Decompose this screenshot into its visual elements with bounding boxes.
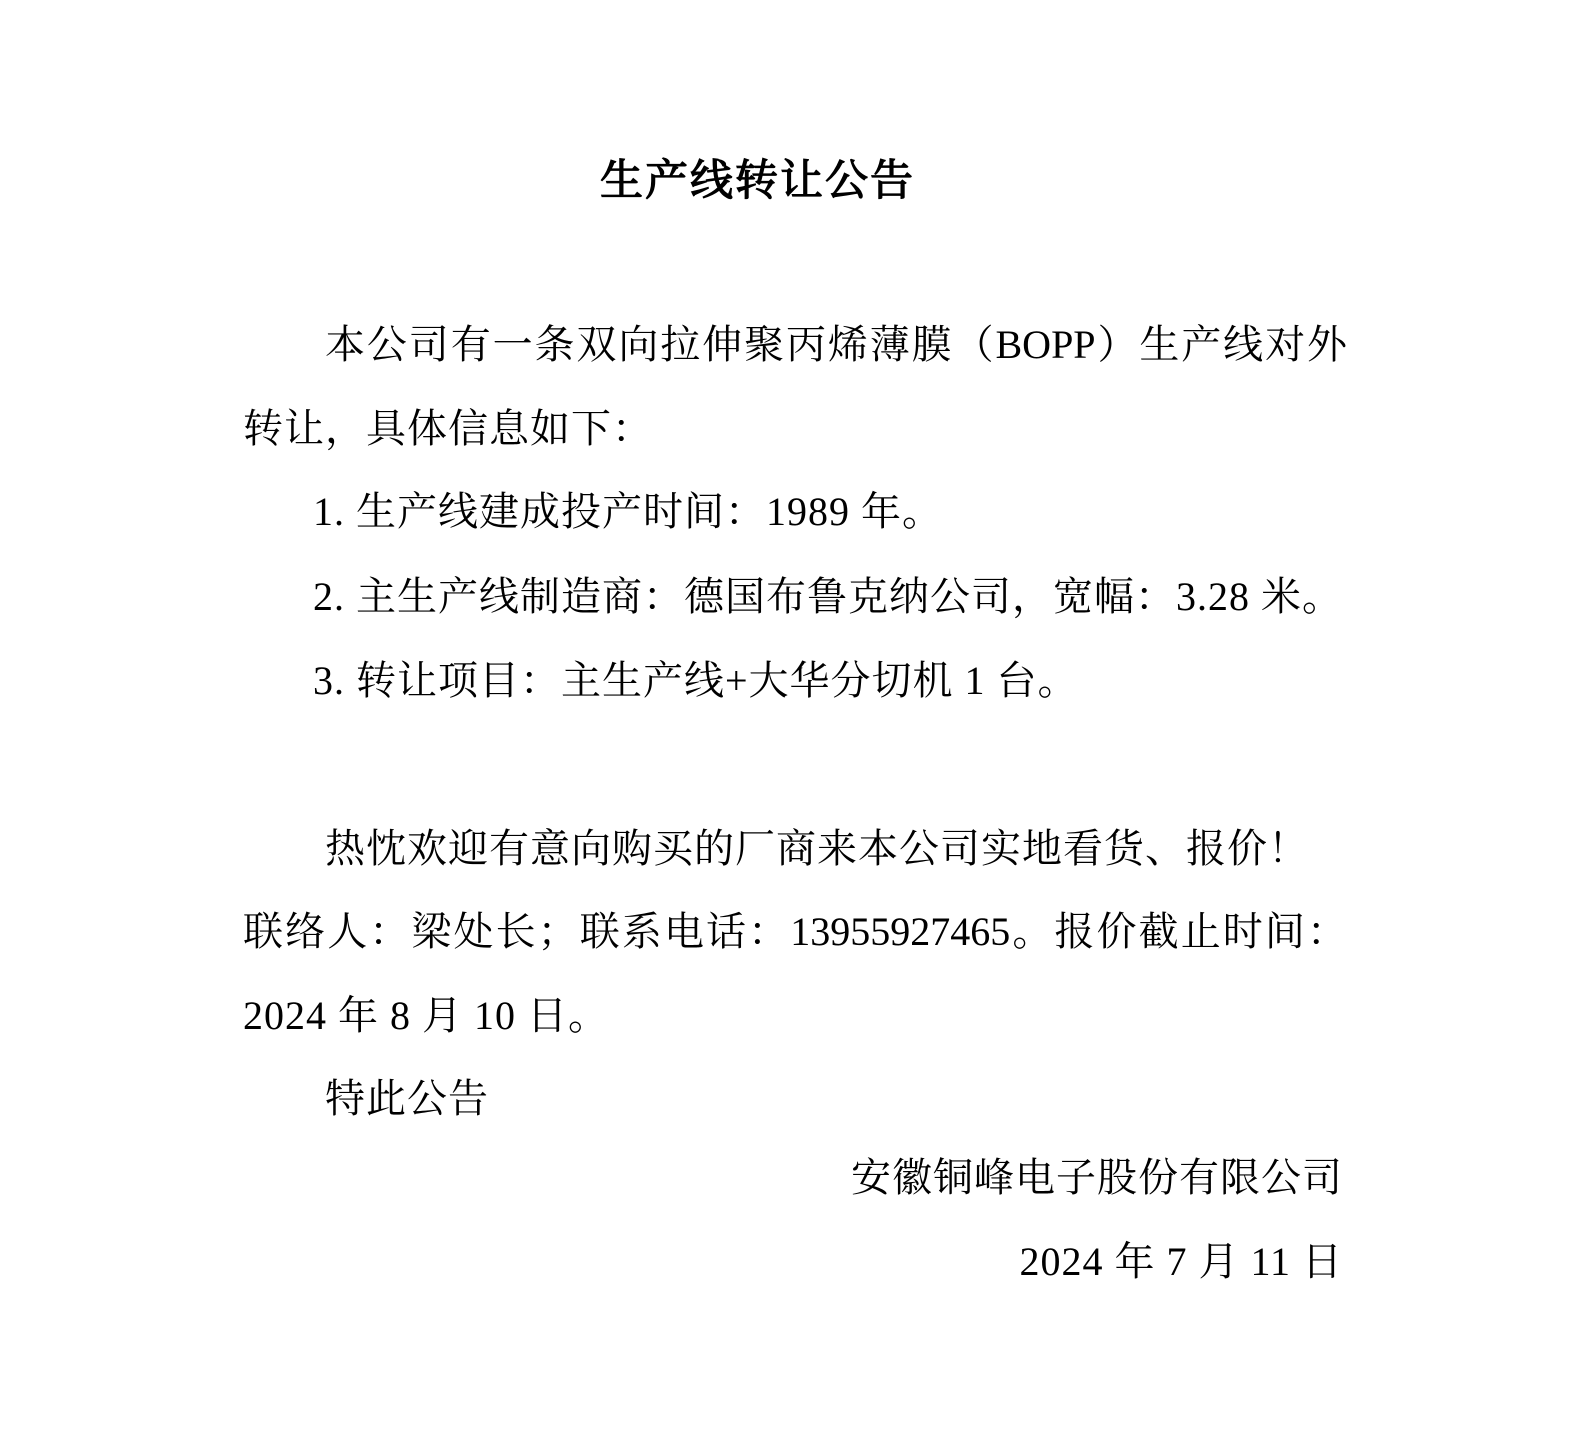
closing-statement: 特此公告 — [325, 1076, 489, 1121]
paragraph1-line1: 本公司有一条双向拉伸聚丙烯薄膜（BOPP）生产线对外 — [325, 322, 1347, 367]
paragraph1-line2: 转让，具体信息如下： — [243, 406, 653, 451]
list-item-production-date: 1. 生产线建成投产时间：1989 年。 — [313, 489, 943, 534]
paragraph2-line1: 热忱欢迎有意向购买的厂商来本公司实地看货、报价！ — [325, 826, 1309, 871]
signature-date: 2024 年 7 月 11 日 — [1019, 1239, 1343, 1284]
list-item-transfer-scope: 3. 转让项目：主生产线+大华分切机 1 台。 — [313, 658, 1079, 703]
list-item-manufacturer: 2. 主生产线制造商：德国布鲁克纳公司，宽幅：3.28 米。 — [313, 574, 1343, 619]
paragraph2-line2-contact-info: 联络人：梁处长；联系电话：13955927465。报价截止时间： — [243, 909, 1347, 954]
paragraph2-line3-deadline-date: 2024 年 8 月 10 日。 — [243, 993, 609, 1038]
document-title: 生产线转让公告 — [600, 157, 915, 205]
signature-company-name: 安徽铜峰电子股份有限公司 — [851, 1155, 1343, 1200]
